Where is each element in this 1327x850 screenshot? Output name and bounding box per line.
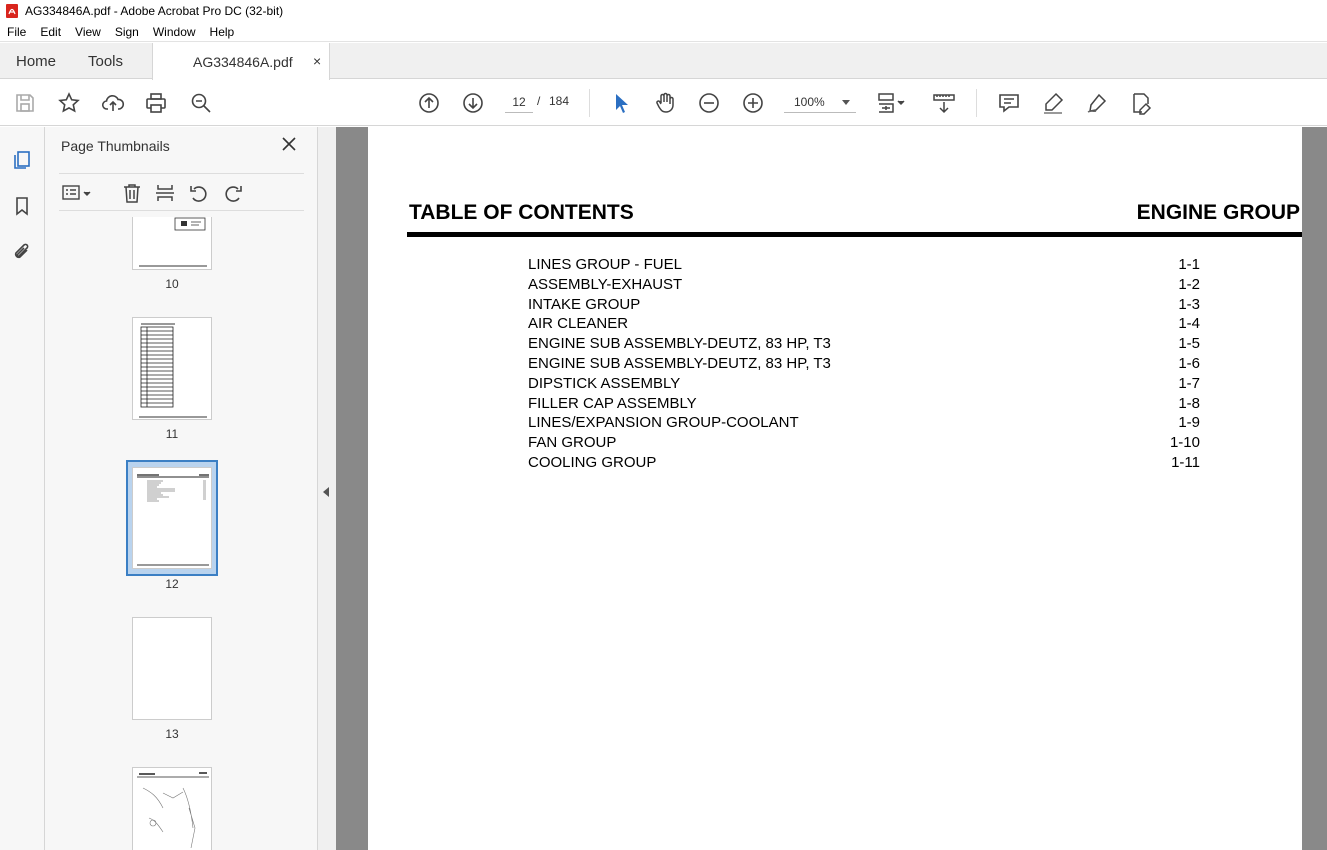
toc-entry-page: 1-1 [1178, 256, 1200, 273]
toc-entry-title: LINES/EXPANSION GROUP-COOLANT [528, 414, 799, 432]
delete-page-icon[interactable] [121, 182, 143, 204]
page-number-input[interactable]: 12 [505, 91, 533, 113]
toc-entry-page: 1-9 [1178, 414, 1200, 432]
toc-entry [528, 434, 1200, 454]
comment-icon[interactable] [997, 91, 1021, 115]
thumbnail-label: 12 [165, 577, 179, 591]
tab-document[interactable] [152, 43, 330, 80]
toc-entry-page: 1-6 [1178, 354, 1200, 372]
star-icon[interactable] [57, 91, 81, 115]
toc-entry-page: 1-8 [1178, 394, 1200, 412]
toolbar-divider [589, 89, 590, 117]
bookmark-icon[interactable] [11, 195, 33, 217]
toc-entry [528, 335, 1200, 355]
toc-entry-title: FILLER CAP ASSEMBLY [528, 394, 697, 412]
thumbnail-preview [133, 468, 213, 570]
menu-help[interactable]: Help [209, 24, 235, 39]
title-bar [0, 0, 1327, 22]
select-cursor-icon[interactable] [609, 91, 633, 115]
toc-entry-page: 1-3 [1178, 295, 1200, 313]
tab-bar [0, 43, 1327, 79]
panel-title: Page Thumbnails [61, 138, 170, 154]
menu-bar [0, 22, 1327, 42]
attachment-icon[interactable] [11, 241, 33, 263]
print-icon[interactable] [144, 91, 168, 115]
toc-entry-page: 1-5 [1178, 335, 1200, 353]
menu-view[interactable]: View [75, 24, 101, 39]
heading-rule [407, 232, 1302, 237]
thumbnail-page-12[interactable] [132, 467, 212, 569]
toc-entry-page: 1-10 [1169, 434, 1200, 452]
hand-icon[interactable] [653, 91, 677, 115]
toc-entry-title: ENGINE SUB ASSEMBLY-DEUTZ, 83 HP, T3 [528, 335, 831, 353]
page-separator: / [537, 94, 541, 108]
toolbar-divider [976, 89, 977, 117]
page-thumbnails-icon[interactable] [11, 149, 33, 171]
document-section-title: ENGINE GROUP [1136, 201, 1300, 224]
highlight-icon[interactable] [1041, 91, 1065, 115]
search-zoom-icon[interactable] [189, 91, 213, 115]
toc-entry-page: 1-2 [1178, 275, 1200, 293]
upload-icon[interactable] [101, 91, 125, 115]
left-navigation-rail [0, 127, 45, 850]
main-toolbar [0, 80, 1327, 126]
thumbnail-label: 13 [165, 727, 179, 741]
menu-edit[interactable]: Edit [40, 24, 62, 39]
save-icon[interactable] [13, 91, 37, 115]
toc-entry [528, 296, 1200, 316]
chevron-down-icon [842, 100, 850, 105]
page-down-icon[interactable] [461, 91, 485, 115]
menu-sign[interactable]: Sign [114, 24, 139, 39]
tab-tools[interactable]: Tools [88, 53, 124, 70]
thumbnail-list[interactable] [45, 217, 317, 850]
toc-entry [528, 315, 1200, 335]
thumbnail-label: 10 [165, 277, 179, 291]
edit-pdf-icon[interactable] [1129, 91, 1153, 115]
window-title: AG334846A.pdf - Adobe Acrobat Pro DC (32-bit) [25, 4, 284, 18]
toc-entry [528, 355, 1200, 375]
toc-entry-title: LINES GROUP - FUEL [528, 256, 682, 273]
page-thumbnails-panel [45, 127, 317, 850]
sign-icon[interactable] [1085, 91, 1109, 115]
toc-entry-title: ENGINE SUB ASSEMBLY-DEUTZ, 83 HP, T3 [528, 354, 831, 372]
close-icon[interactable] [281, 136, 297, 152]
rotate-right-icon[interactable] [222, 182, 244, 204]
thumbnail-page-11[interactable] [132, 317, 212, 420]
thumbnail-page-13[interactable] [132, 617, 212, 720]
table-of-contents [528, 256, 1200, 474]
toc-entry-page: 1-4 [1178, 315, 1200, 333]
thumbnail-preview [133, 217, 213, 271]
scroll-mode-icon[interactable] [932, 91, 956, 115]
thumbnail-toolbar [59, 173, 304, 211]
toc-entry [528, 276, 1200, 296]
page-total: 184 [549, 94, 570, 108]
toc-entry [528, 414, 1200, 434]
fit-page-icon[interactable] [876, 91, 900, 115]
toc-entry-title: COOLING GROUP [528, 453, 657, 471]
thumbnail-page-10[interactable] [132, 217, 212, 270]
toc-entry-title: INTAKE GROUP [528, 295, 641, 313]
toc-entry-title: AIR CLEANER [528, 315, 629, 333]
document-view[interactable] [336, 127, 1327, 850]
panel-splitter[interactable] [317, 127, 336, 850]
thumbnail-options-icon[interactable] [61, 182, 83, 204]
thumbnail-label: 11 [165, 427, 179, 441]
menu-file[interactable]: File [7, 24, 27, 39]
collapse-panel-icon[interactable] [323, 487, 329, 497]
toc-entry [528, 454, 1200, 474]
zoom-level-value: 100% [794, 95, 825, 109]
toc-entry-title: FAN GROUP [528, 434, 617, 452]
zoom-out-icon[interactable] [697, 91, 721, 115]
extract-page-icon[interactable] [154, 182, 176, 204]
toc-entry-title: DIPSTICK ASSEMBLY [528, 374, 681, 392]
tab-document-label: AG334846A.pdf [193, 54, 293, 70]
thumbnail-page-14[interactable] [132, 767, 212, 850]
toc-entry [528, 256, 1200, 276]
menu-window[interactable]: Window [152, 24, 196, 39]
thumbnail-preview [133, 768, 213, 850]
toc-entry-title: ASSEMBLY-EXHAUST [528, 275, 683, 293]
toc-entry [528, 375, 1200, 395]
toc-entry-page: 1-7 [1178, 374, 1200, 392]
acrobat-app-icon [5, 4, 19, 18]
toc-entry-page: 1-11 [1171, 453, 1200, 471]
document-heading: TABLE OF CONTENTS [409, 201, 634, 224]
tab-home[interactable]: Home [16, 53, 57, 70]
toc-entry [528, 395, 1200, 415]
zoom-level-dropdown[interactable] [784, 91, 856, 113]
pdf-page [368, 127, 1302, 850]
tab-close-button[interactable]: × [313, 53, 322, 69]
rotate-left-icon[interactable] [188, 182, 210, 204]
thumbnail-preview [133, 318, 213, 421]
zoom-in-icon[interactable] [741, 91, 765, 115]
page-up-icon[interactable] [417, 91, 441, 115]
